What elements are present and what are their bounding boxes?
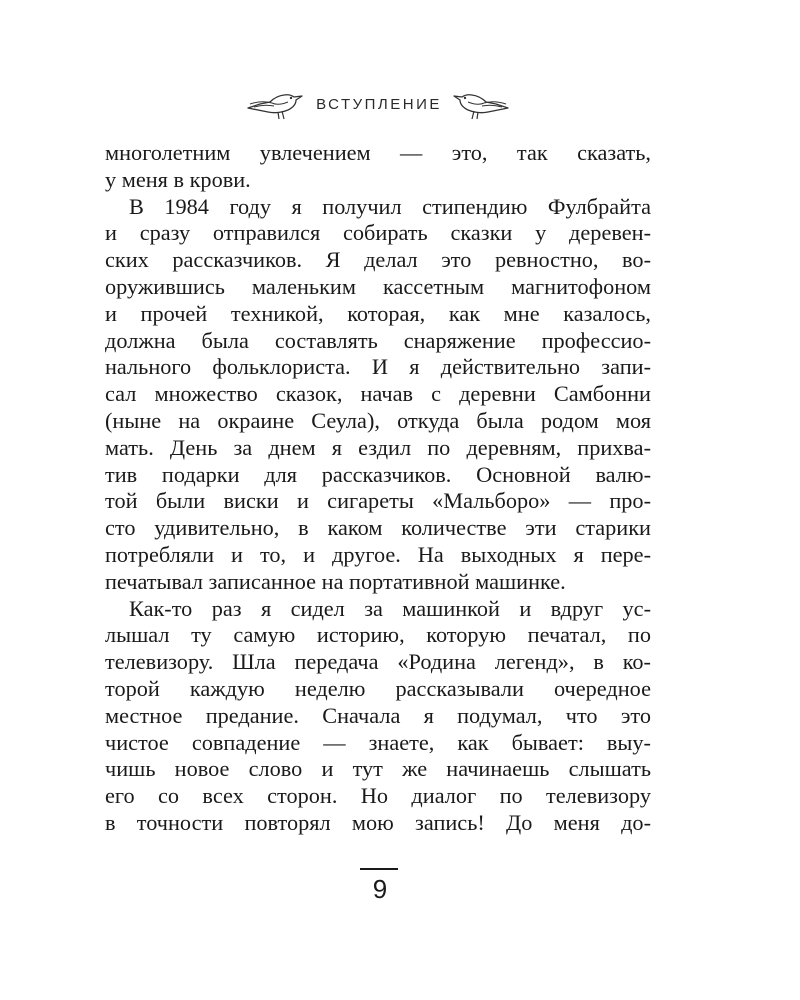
text-line: в точности повторял мою запись! До меня до- bbox=[105, 809, 651, 835]
text-line: должна была составлять снаряжение профессио- bbox=[105, 327, 651, 353]
text-line: местное предание. Сначала я подумал, что это bbox=[105, 702, 651, 728]
text-line: оружившись маленьким кассетным магнитофоном bbox=[105, 273, 651, 299]
page-number: 9 bbox=[372, 874, 388, 904]
footer-rule bbox=[360, 868, 398, 870]
text-line: его со всех сторон. Но диалог по телевизору bbox=[105, 783, 651, 809]
body-text bbox=[105, 140, 651, 837]
text-line: у меня в крови. bbox=[105, 166, 251, 192]
text-line: телевизору. Шла передача «Родина легенд», в ко- bbox=[105, 649, 651, 675]
bird-icon bbox=[450, 86, 510, 122]
text-line: лышал ту самую историю, которую печатал, по bbox=[105, 622, 651, 648]
text-line: той были виски и сигареты «Мальборо» — про- bbox=[105, 488, 651, 514]
text-line: сто удивительно, в каком количестве эти старики bbox=[105, 515, 651, 541]
text-line: торой каждую неделю рассказывали очередное bbox=[105, 675, 651, 701]
text-line: многолетним увлечением — это, так сказать, bbox=[105, 140, 651, 165]
text-line: потребляли и то, и другое. На выходных я пере- bbox=[105, 541, 651, 567]
text-line: и сразу отправился собирать сказки у деревен- bbox=[105, 220, 651, 246]
text-line: В 1984 году я получил стипендию Фулбрайта bbox=[129, 193, 651, 219]
chapter-title: ВСТУПЛЕНИЕ bbox=[316, 96, 442, 113]
text-line: чишь новое слово и тут же начинаешь слышать bbox=[105, 756, 651, 782]
bird-icon bbox=[246, 86, 306, 122]
text-line: тив подарки для рассказчиков. Основной валю- bbox=[105, 461, 651, 487]
text-line: печатывал записанное на портативной машинке. bbox=[105, 568, 566, 594]
text-line: нального фольклориста. И я действительно запи- bbox=[105, 354, 651, 380]
text-line: ских рассказчиков. Я делал это ревностно, во- bbox=[105, 247, 651, 273]
text-line: (ныне на окраине Сеула), откуда была родом моя bbox=[105, 407, 651, 433]
text-line: чистое совпадение — знаете, как бывает: выу- bbox=[105, 729, 651, 755]
running-header bbox=[0, 82, 800, 126]
text-line: Как-то раз я сидел за машинкой и вдруг ус- bbox=[129, 595, 651, 621]
text-line: сал множество сказок, начав с деревни Самбонни bbox=[105, 381, 651, 407]
text-line: и прочей техникой, которая, как мне казалось, bbox=[105, 300, 651, 326]
text-line: мать. День за днем я ездил по деревням, прихва- bbox=[105, 434, 651, 460]
